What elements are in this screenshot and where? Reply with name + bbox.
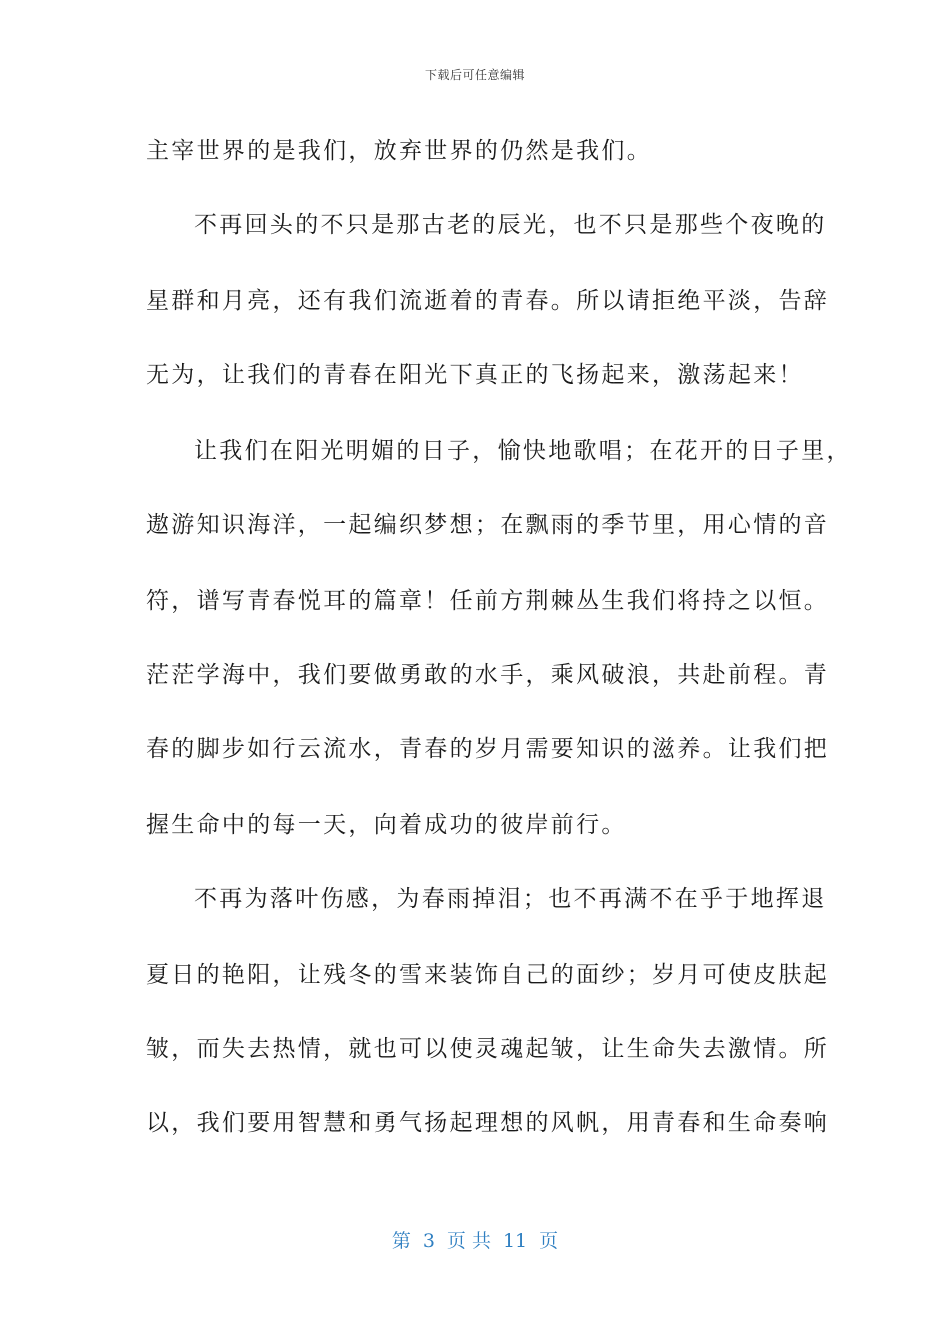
body-line: 握生命中的每一天，向着成功的彼岸前行。: [146, 812, 627, 838]
body-line: 让我们在阳光明媚的日子，愉快地歌唱；在花开的日子里，: [194, 438, 852, 464]
body-line: 星群和月亮，还有我们流逝着的青春。所以请拒绝平淡，告辞: [146, 288, 830, 314]
body-line: 无为，让我们的青春在阳光下真正的飞扬起来，激荡起来！: [146, 362, 804, 388]
body-line: 不再回头的不只是那古老的辰光，也不只是那些个夜晚的: [194, 212, 827, 238]
header-note: 下载后可任意编辑: [424, 68, 525, 82]
page-number-footer: [0, 1226, 950, 1253]
footer-middle: 页 共: [446, 1230, 491, 1252]
body-line: 符，谱写青春悦耳的篇章！任前方荆棘丛生我们将持之以恒。: [146, 588, 830, 614]
body-line: 夏日的艳阳，让残冬的雪来装饰自己的面纱；岁月可使皮肤起: [146, 962, 830, 988]
current-page-number: 3: [422, 1230, 435, 1252]
body-line: 主宰世界的是我们，放弃世界的仍然是我们。: [146, 138, 652, 164]
body-line: 春的脚步如行云流水，青春的岁月需要知识的滋养。让我们把: [146, 736, 830, 762]
footer-suffix: 页: [539, 1230, 559, 1252]
body-line: 以，我们要用智慧和勇气扬起理想的风帆，用青春和生命奏响: [146, 1110, 830, 1136]
body-line: 皱，而失去热情，就也可以使灵魂起皱，让生命失去激情。所: [146, 1036, 830, 1062]
total-pages-number: 11: [502, 1230, 528, 1252]
body-line: 茫茫学海中，我们要做勇敢的水手，乘风破浪，共赴前程。青: [146, 662, 830, 688]
footer-prefix: 第: [391, 1230, 411, 1252]
body-line: 遨游知识海洋，一起编织梦想；在飘雨的季节里，用心情的音: [146, 512, 830, 538]
body-line: 不再为落叶伤感，为春雨掉泪；也不再满不在乎于地挥退: [194, 886, 827, 912]
